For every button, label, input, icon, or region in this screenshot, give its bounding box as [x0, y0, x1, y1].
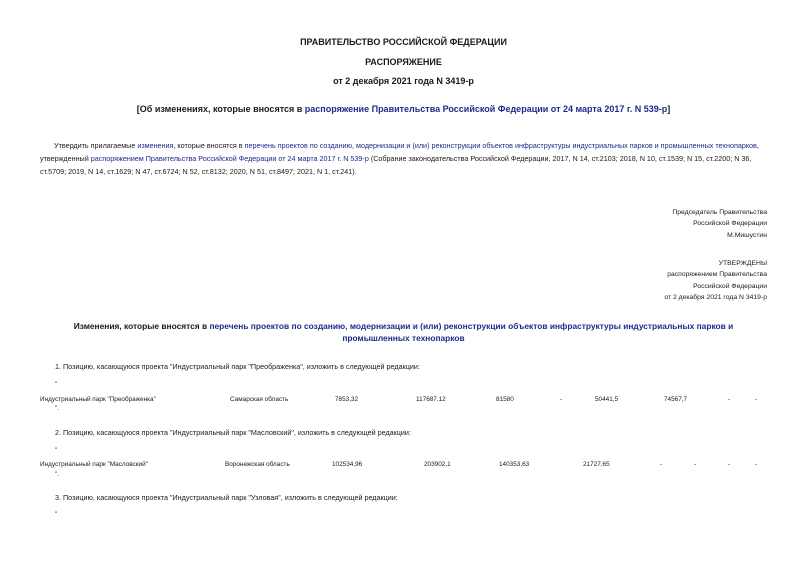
body-text-3: , утвержденный [40, 141, 759, 163]
list-link[interactable]: перечень проектов по созданию, модернизации и (или) реконструкции объектов инфраструктуры индустриальных парков и промышленных технопарков [244, 141, 757, 150]
approved-line-1: УТВЕРЖДЕНЫ [718, 260, 767, 267]
table-cell: - [560, 396, 563, 403]
changes-title-prefix: Изменения, которые вносятся в [73, 321, 210, 331]
table-cell: 74567,7 [664, 396, 688, 403]
table-cell: - [755, 461, 758, 468]
table-cell: Самарская область [230, 396, 289, 403]
table-cell: 7853,32 [335, 396, 359, 403]
table-cell: 21727,65 [583, 461, 610, 468]
body-paragraph [40, 139, 770, 178]
title-prefix: [Об изменениях, которые вносятся в [136, 104, 305, 114]
item-2-close-quote: ". [55, 471, 60, 478]
approved-block [507, 258, 767, 304]
body-text-1: Утвердить прилагаемые [54, 141, 138, 150]
table-cell: - [755, 396, 758, 403]
signature-line-2: Российской Федерации [693, 220, 767, 228]
title-suffix: ] [667, 104, 671, 114]
item-2-open-quote: " [55, 447, 58, 454]
item-1-open-quote: " [55, 381, 58, 388]
table-cell: Индустриальный парк "Масловский" [40, 461, 148, 468]
changes-title-link[interactable]: перечень проектов по созданию, модернизации и (или) реконструкции объектов инфраструктуры индустриальных парков и промышленных технопарков [209, 321, 734, 343]
approved-line-4: от 2 декабря 2021 года N 3419-р [664, 294, 767, 302]
body-text-4: (Собрание законодательства Российской Федерации, 2017, N 14, ст.2103; 2018, N 10, ст.1539; N 15, ст.2200; N 36, ст.5709; 2019, N 14, ст.1629; N 47, ст.6724; N 52, ст.8132; 2020, N 51, ст.8497; 2021, N 1, ст.241). [40, 154, 752, 176]
title-link[interactable]: распоряжение Правительства Российской Федерации от 24 марта 2017 г. N 539-р [304, 104, 668, 114]
table-cell: - [660, 461, 663, 468]
table-row [40, 461, 767, 471]
order-link[interactable]: распоряжением Правительства Российской Федерации от 24 марта 2017 г. N 539-р [90, 154, 369, 163]
table-cell: 140353,63 [499, 461, 530, 468]
signature-line-1: Председатель Правительства [672, 209, 767, 216]
table-cell: 203902,1 [424, 461, 451, 468]
approved-line-3: Российской Федерации [693, 282, 767, 290]
table-cell: Индустриальный парк "Преображенка" [40, 396, 156, 403]
item-1-text: 1. Позицию, касающуюся проекта "Индустриальный парк "Преображенка", изложить в следующей редакции: [55, 362, 420, 371]
table-cell: 50441,5 [595, 396, 619, 403]
table-cell: - [728, 461, 731, 468]
table-cell: 81580 [496, 396, 514, 403]
item-3-open-quote: " [55, 511, 58, 518]
changes-title [40, 320, 767, 344]
table-cell: - [728, 396, 731, 403]
table-row [40, 396, 767, 406]
org-heading: ПРАВИТЕЛЬСТВО РОССИЙСКОЙ ФЕДЕРАЦИИ [300, 37, 507, 47]
doc-date-heading: от 2 декабря 2021 года N 3419-р [333, 76, 474, 86]
doc-title [0, 104, 807, 114]
signature-block [507, 207, 767, 241]
approved-line-2: распоряжением Правительства [667, 271, 767, 279]
body-text-2: , которые вносятся в [173, 141, 245, 150]
table-cell: 117687,12 [416, 396, 446, 403]
item-3-text: 3. Позицию, касающуюся проекта "Индустриальный парк "Узловая", изложить в следующей редакции: [55, 493, 398, 502]
item-1-close-quote: ". [55, 405, 60, 412]
changes-link[interactable]: изменения [137, 141, 174, 150]
item-2-text: 2. Позицию, касающуюся проекта "Индустриальный парк "Масловский", изложить в следующей редакции: [55, 428, 411, 437]
table-cell: 102534,96 [332, 461, 363, 468]
table-cell: Воронежская область [225, 461, 290, 468]
signature-line-3: М.Мишустин [727, 231, 767, 239]
table-cell: - [694, 461, 697, 468]
doc-type-heading: РАСПОРЯЖЕНИЕ [365, 57, 442, 67]
